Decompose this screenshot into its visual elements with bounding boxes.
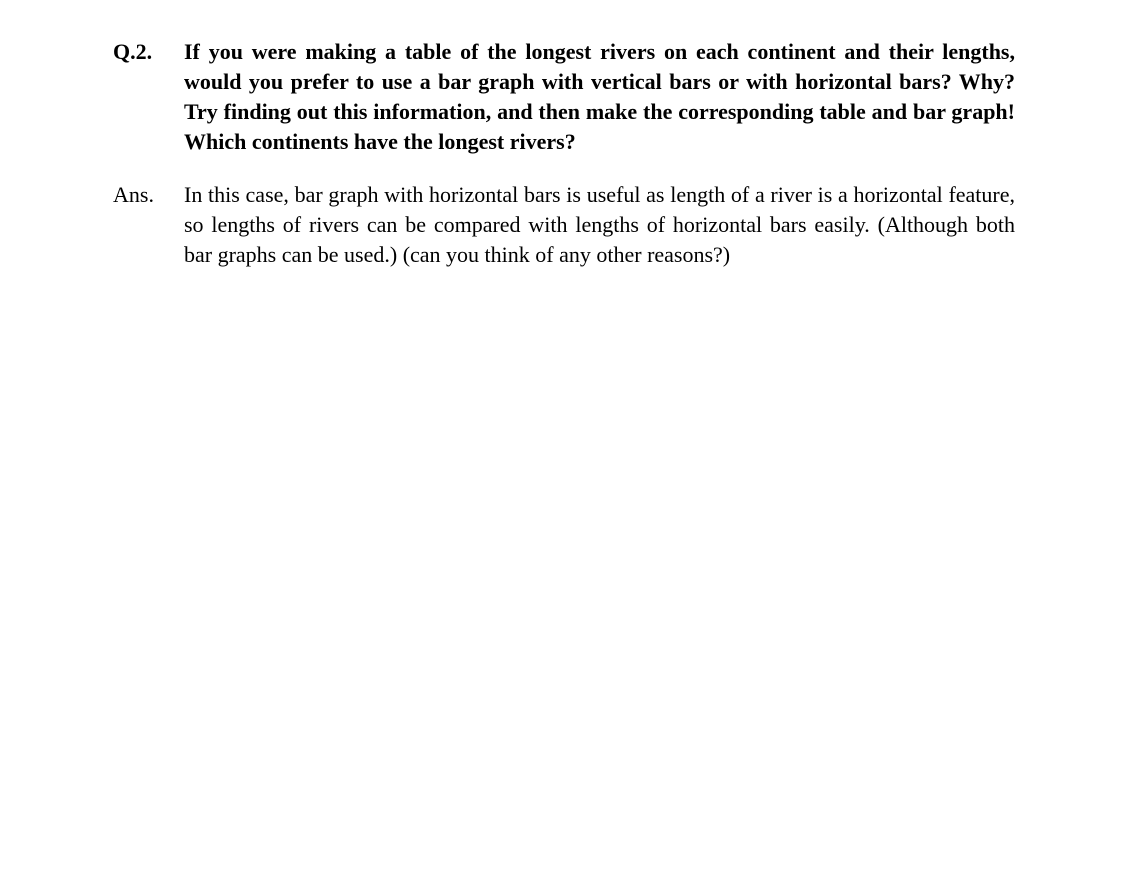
question-number: Q.2.: [113, 39, 153, 64]
question-text: If you were making a table of the longest rivers on each continent and their lengths, would you prefer to use a bar graph with vertical bars or with horizontal bars? Why? Try finding out this information, and then make the corresponding table and bar graph! Which continents have the longest rivers?: [184, 39, 1015, 154]
answer-block: [113, 180, 1015, 270]
answer-text: In this case, bar graph with horizontal bars is useful as length of a river is a horizontal feature, so lengths of rivers can be compared with lengths of horizontal bars easily. (Although both bar graphs can be used.) (can you think of any other reasons?): [184, 182, 1015, 267]
question-block: [113, 37, 1015, 157]
answer-label: Ans.: [113, 182, 154, 207]
